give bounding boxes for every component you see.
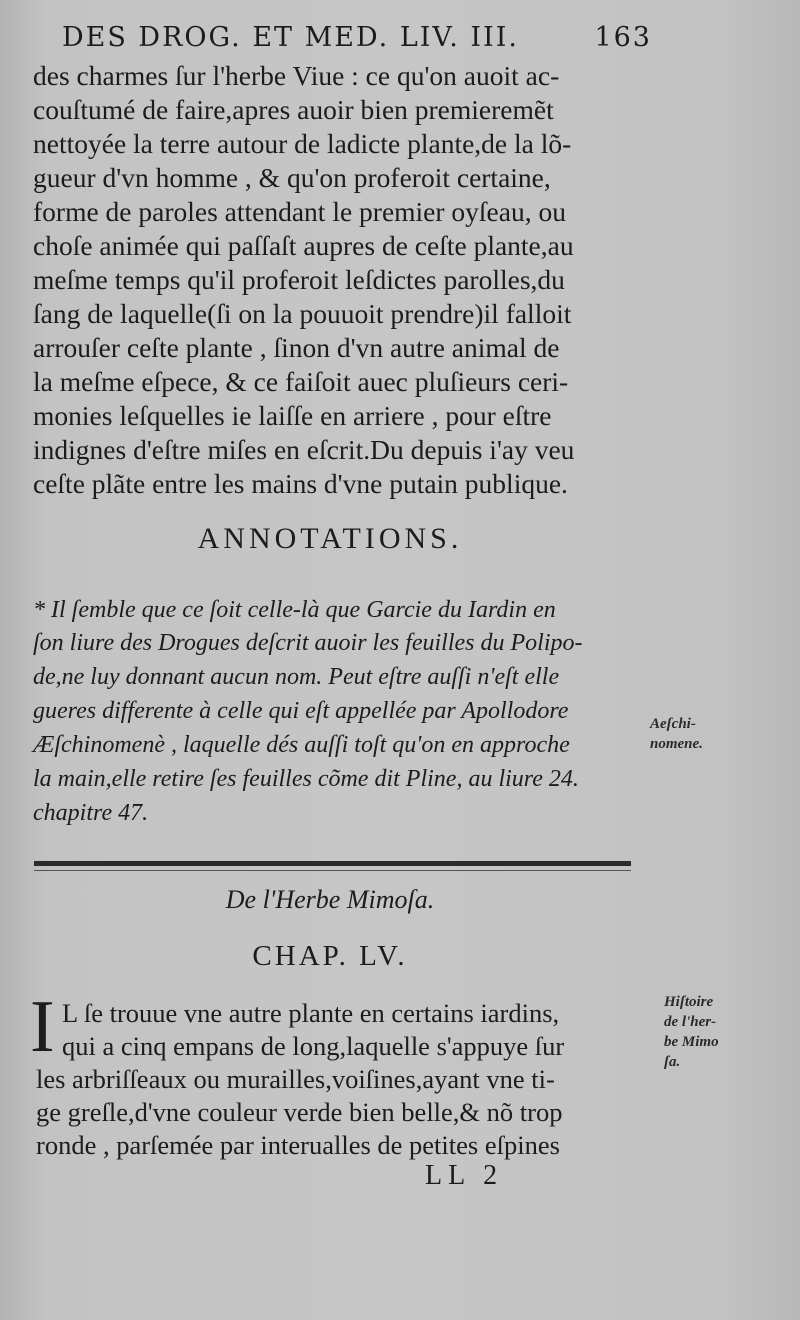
main-text-line: la meſme eſpece, & ce faiſoit auec pluſieurs ceri-: [33, 366, 569, 397]
annotation-line: chapitre 47.: [33, 800, 149, 826]
main-text-line: gueur d'vn homme , & qu'on proferoit certaine,: [33, 162, 551, 193]
annotation-line: Æſchinomenè , laquelle dés auſſi toſt qu'on en approche: [33, 732, 570, 758]
main-text-line: arrouſer ceſte plante , ſinon d'vn autre animal de: [33, 332, 560, 363]
main-text-line: choſe animée qui paſſaſt aupres de ceſte plante,au: [33, 230, 574, 261]
main-text-line: nettoyée la terre autour de ladicte plante,de la lõ-: [33, 128, 572, 159]
section-rule: [34, 861, 631, 866]
chapter-text-line: ge greſle,d'vne couleur verde bien belle,& nõ trop: [36, 1097, 563, 1127]
annotation-line: gueres differente à celle qui eſt appellée par Apollodore: [33, 698, 569, 724]
chapter-text-line: L ſe trouue vne autre plante en certains iardins,: [62, 998, 560, 1028]
annotations-heading: ANNOTATIONS.: [197, 522, 463, 555]
page-number: 163: [594, 22, 652, 53]
margin-note-aeschinomene: [650, 714, 703, 754]
main-text-line: couſtumé de faire,apres auoir bien premieremẽt: [33, 94, 554, 125]
margin-note-line: Aeſchi-: [650, 716, 696, 732]
margin-note-line: ſa.: [664, 1054, 681, 1070]
main-text-line: monies leſquelles ie laiſſe en arriere , pour eſtre: [33, 400, 552, 431]
running-head-title: DES DROG. ET MED. LIV. III.: [62, 22, 519, 53]
main-text-line: ceſte plãte entre les mains d'vne putain publique.: [33, 468, 568, 499]
section-title: De l'Herbe Mimoſa.: [225, 885, 435, 914]
drop-cap: I: [30, 986, 55, 1068]
margin-note-line: Hiſtoire: [664, 994, 714, 1010]
margin-note-line: be Mimo: [664, 1034, 719, 1050]
annotation-line: la main,elle retire ſes feuilles cõme dit Pline, au liure 24.: [33, 766, 579, 792]
annotation-line: de,ne luy donnant aucun nom. Peut eſtre auſſi n'eſt elle: [33, 664, 560, 690]
signature-mark: LL 2: [425, 1160, 504, 1191]
chapter-text-line: ronde , parſemée par interualles de petites eſpines: [36, 1130, 560, 1160]
annotation-line: * Il ſemble que ce ſoit celle-là que Garcie du Iardin en: [33, 597, 556, 623]
main-text-line: indignes d'eſtre miſes en eſcrit.Du depuis i'ay veu: [33, 434, 575, 465]
main-text-line: forme de paroles attendant le premier oyſeau, ou: [33, 196, 566, 227]
chapter-text-line: les arbriſſeaux ou murailles,voiſines,ayant vne ti-: [36, 1064, 555, 1094]
section-rule-thin: [34, 870, 631, 871]
margin-note-line: nomene.: [650, 736, 703, 752]
main-text-line: ſang de laquelle(ſi on la pouuoit prendre)il falloit: [33, 298, 572, 329]
margin-note-line: de l'her-: [664, 1014, 717, 1030]
margin-note-mimosa: [664, 992, 719, 1072]
chapter-heading: CHAP. LV.: [252, 940, 408, 972]
annotation-line: ſon liure des Drogues deſcrit auoir les feuilles du Polipo-: [33, 630, 583, 656]
main-text-line: des charmes ſur l'herbe Viue : ce qu'on auoit ac-: [33, 60, 560, 91]
chapter-text-line: qui a cinq empans de long,laquelle s'appuye ſur: [62, 1031, 565, 1061]
running-head: [62, 22, 652, 53]
main-text-line: meſme temps qu'il proferoit leſdictes parolles,du: [33, 264, 565, 295]
